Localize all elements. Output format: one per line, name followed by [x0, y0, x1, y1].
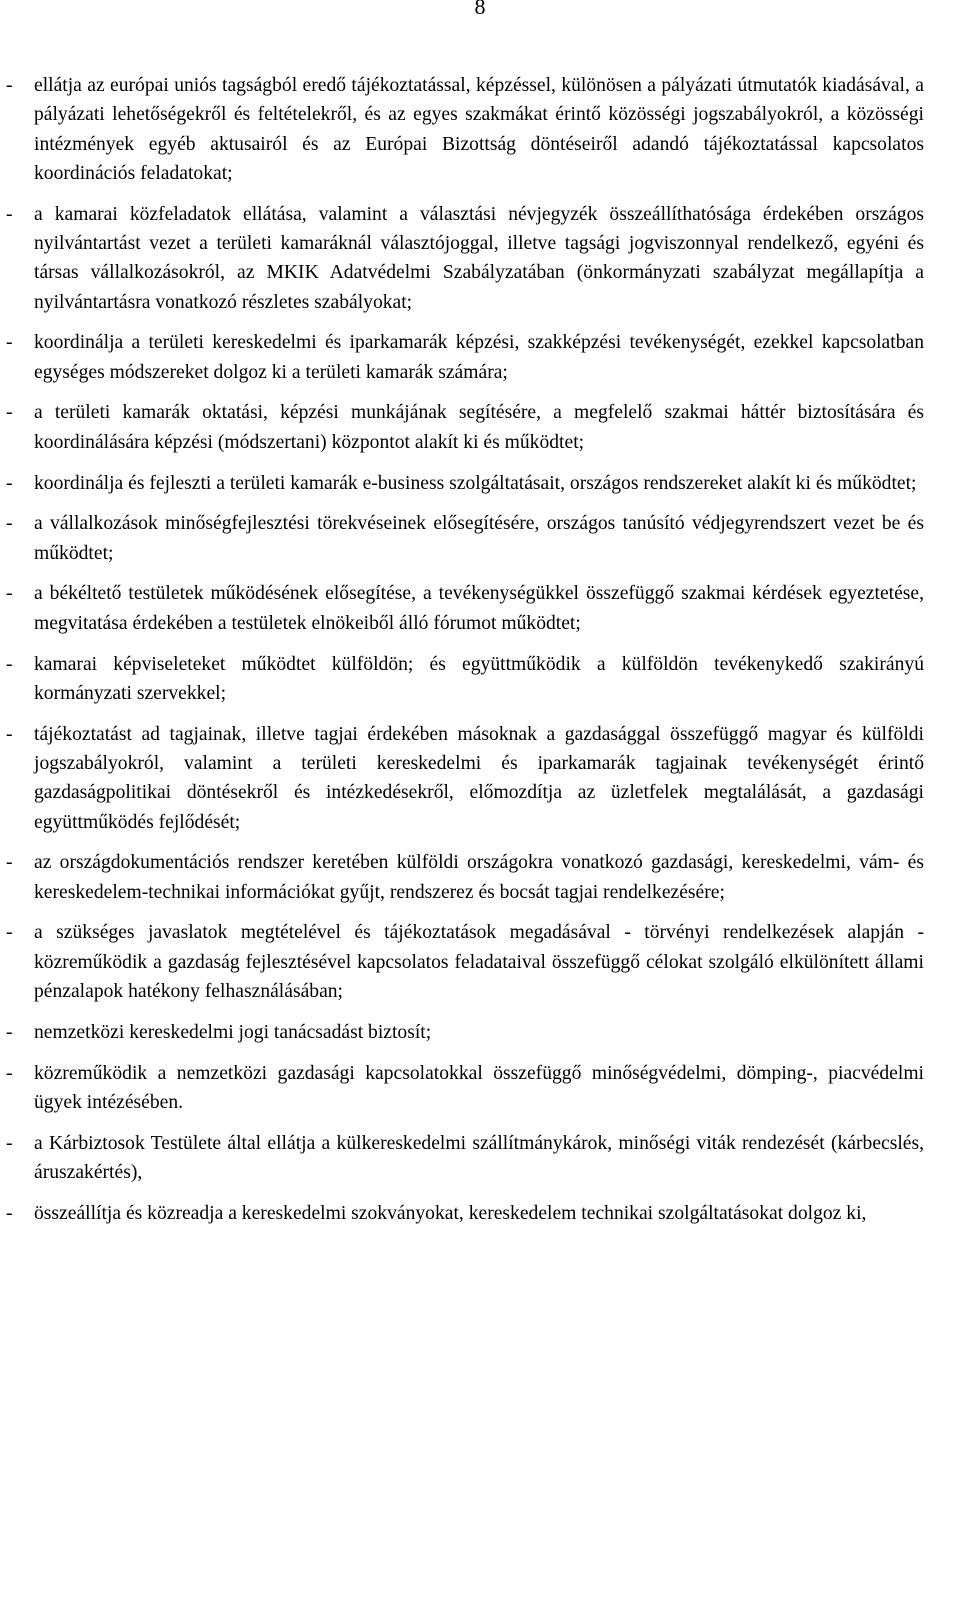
list-item-text: ellátja az európai uniós tagságból eredő tájékoztatással, képzéssel, különösen a pályázati útmutatók kiadásával, a pályázati lehetőségekről és feltételekről, és az egyes szakmákat érintő közösségi jogszabályokról, a közösségi intézmények egyéb aktusairól és az Európai Bizottság döntéseiről adandó tájékoztatással kapcsolatos koordinációs feladatokat; — [34, 75, 924, 184]
list-item — [6, 200, 924, 317]
list-bullet: - — [6, 583, 13, 605]
list-bullet: - — [6, 922, 13, 944]
list-item-text: összeállítja és közreadja a kereskedelmi szokványokat, kereskedelem technikai szolgáltatásokat dolgoz ki, — [34, 1202, 867, 1224]
list-item — [6, 71, 924, 188]
page-number: 8 — [474, 0, 486, 19]
list-item-text: a vállalkozások minőségfejlesztési törekvéseinek elősegítésére, országos tanúsító védjegyrendszert vezet be és működtet; — [34, 513, 924, 564]
list-bullet: - — [6, 852, 13, 874]
list-item-text: a békéltető testületek működésének elősegítése, a tevékenységükkel összefüggő szakmai kérdések egyeztetése, megvitatása érdekében a testületek elnökeiből álló fórumot működtet; — [34, 583, 924, 634]
list-bullet: - — [6, 1202, 13, 1224]
list-item-text: az országdokumentációs rendszer keretében külföldi országokra vonatkozó gazdasági, kereskedelmi, vám- és kereskedelem-technikai információkat gyűjt, rendszerez és bocsát tagjai rendelkezésére; — [34, 852, 924, 903]
list-bullet: - — [6, 402, 13, 424]
list-item — [6, 720, 924, 837]
list-item — [6, 918, 924, 1006]
list-item — [6, 469, 924, 498]
list-bullet: - — [6, 1132, 13, 1154]
activity-list — [6, 71, 924, 1228]
list-item-text: koordinálja és fejleszti a területi kamarák e-business szolgáltatásait, országos rendszereket alakít ki és működtet; — [34, 472, 917, 494]
list-item-text: tájékoztatást ad tagjainak, illetve tagjai érdekében másoknak a gazdasággal összefüggő magyar és külföldi jogszabályokról, valamint a területi kereskedelmi és iparkamarák tagjainak tevékenységét érintő gazdaságpolitikai döntésekről és intézkedésekről, előmozdítja az üzletfelek megtalálását, a gazdasági együttműködés fejlődését; — [34, 723, 924, 833]
list-item-text: a szükséges javaslatok megtételével és tájékoztatások megadásával - törvényi rendelkezések alapján - közreműködik a gazdaság fejlesztésével kapcsolatos feladataival összefüggő célokat szolgáló elkülönített állami pénzalapok hatékony felhasználásában; — [34, 922, 924, 1003]
list-item — [6, 1129, 924, 1188]
list-bullet: - — [6, 203, 13, 225]
list-item — [6, 398, 924, 457]
list-item-text: kamarai képviseleteket működtet külföldön; és együttműködik a külföldön tevékenykedő szakirányú kormányzati szervekkel; — [34, 653, 924, 704]
list-item — [6, 650, 924, 709]
list-bullet: - — [6, 723, 13, 745]
list-item — [6, 1059, 924, 1118]
list-item-text: közreműködik a nemzetközi gazdasági kapcsolatokkal összefüggő minőségvédelmi, dömping-, piacvédelmi ügyek intézésében. — [34, 1062, 924, 1113]
list-bullet: - — [6, 75, 13, 96]
list-bullet: - — [6, 513, 13, 535]
list-item-text: a kamarai közfeladatok ellátása, valamint a választási névjegyzék összeállíthatósága érdekében országos nyilvántartást vezet a területi kamaráknál választójoggal, illetve tagsági jogviszonnyal rendelkező, egyéni és társas vállalkozásokról, az MKIK Adatvédelmi Szabályzatában (önkormányzati szabályzat megállapítja a nyilvántartásra vonatkozó részletes szabályokat; — [34, 203, 924, 313]
list-item-text: koordinálja a területi kereskedelmi és iparkamarák képzési, szakképzési tevékenységét, ezekkel kapcsolatban egységes módszereket dolgoz ki a területi kamarák számára; — [34, 332, 924, 383]
list-item — [6, 509, 924, 568]
list-bullet: - — [6, 1062, 13, 1084]
list-item — [6, 1018, 924, 1047]
list-item — [6, 848, 924, 907]
list-item — [6, 1199, 924, 1228]
list-item — [6, 579, 924, 638]
list-item — [6, 328, 924, 387]
list-item-text: a területi kamarák oktatási, képzési munkájának segítésére, a megfelelő szakmai háttér biztosítására és koordinálására képzési (módszertani) központot alakít ki és működtet; — [34, 402, 924, 453]
list-bullet: - — [6, 653, 13, 675]
list-item-text: nemzetközi kereskedelmi jogi tanácsadást biztosít; — [34, 1021, 432, 1043]
list-bullet: - — [6, 332, 13, 354]
list-item-text: a Kárbiztosok Testülete által ellátja a külkereskedelmi szállítmánykárok, minőségi viták rendezését (kárbecslés, áruszakértés), — [34, 1132, 924, 1183]
list-bullet: - — [6, 1021, 13, 1043]
list-bullet: - — [6, 472, 13, 494]
